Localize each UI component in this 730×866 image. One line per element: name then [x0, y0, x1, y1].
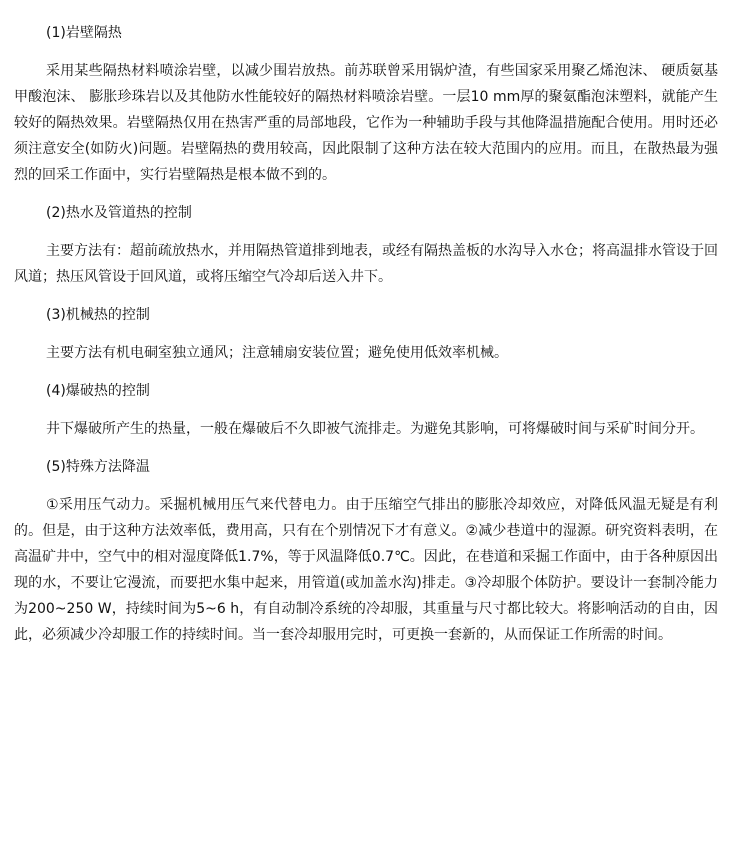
section-heading-rock-wall-insulation: (1)岩壁隔热	[46, 25, 122, 41]
section-heading-mechanical-heat: (3)机械热的控制	[46, 307, 150, 323]
section-heading-special-cooling: (5)特殊方法降温	[46, 459, 150, 475]
section-paragraph-special-cooling: ①采用压气动力。采掘机械用压气来代替电力。由于压缩空气排出的膨胀冷却效应，对降低风温无疑是有利的。但是，由于这种方法效率低，费用高，只有在个别情况下才有意义。②减少巷道中的湿源。研究资料表明，在高温矿井中，空气中的相对湿度降低1.7%，等于风温降低0.7℃。因此，在巷道和采掘工作面中，由于各种原因出现的水，不要让它漫流，而要把水集中起来，用管道(或加盖水沟)排走。③冷却服个体防护。要设计一套制冷能力为200~250 W，持续时间为5~6 h，有自动制冷系统的冷却服，其重量与尺寸都比较大。将影响活动的自由，因此，必须减少冷却服工作的持续时间。当一套冷却服用完时，可更换一套新的，从而保证工作所需的时间。	[14, 497, 718, 643]
section-heading-hot-water-pipe-heat: (2)热水及管道热的控制	[46, 205, 192, 221]
section-paragraph-rock-wall-insulation: 采用某些隔热材料喷涂岩壁，以减少围岩放热。前苏联曾采用锅炉渣，有些国家采用聚乙烯泡沫、 硬质氨基甲酸泡沫、 膨胀珍珠岩以及其他防水性能较好的隔热材料喷涂岩壁。一层10 mm厚的聚氨酯泡沫塑料，就能产生较好的隔热效果。岩壁隔热仅用在热害严重的局部地段，它作为一种辅助手段与其他降温措施配合使用。用时还必须注意安全(如防火)问题。岩壁隔热的费用较高，因此限制了这种方法在较大范围内的应用。而且，在散热最为强烈的回采工作面中，实行岩壁隔热是根本做不到的。	[14, 63, 718, 183]
document-body	[14, 20, 718, 660]
section-heading-blasting-heat: (4)爆破热的控制	[46, 383, 150, 399]
section-paragraph-blasting-heat: 井下爆破所产生的热量，一般在爆破后不久即被气流排走。为避免其影响，可将爆破时间与采矿时间分开。	[46, 421, 704, 437]
section-paragraph-hot-water-pipe-heat: 主要方法有：超前疏放热水，并用隔热管道排到地表，或经有隔热盖板的水沟导入水仓；将高温排水管设于回风道；热压风管设于回风道，或将压缩空气冷却后送入井下。	[14, 243, 718, 285]
section-paragraph-mechanical-heat: 主要方法有机电硐室独立通风；注意辅扇安装位置；避免使用低效率机械。	[46, 345, 508, 361]
